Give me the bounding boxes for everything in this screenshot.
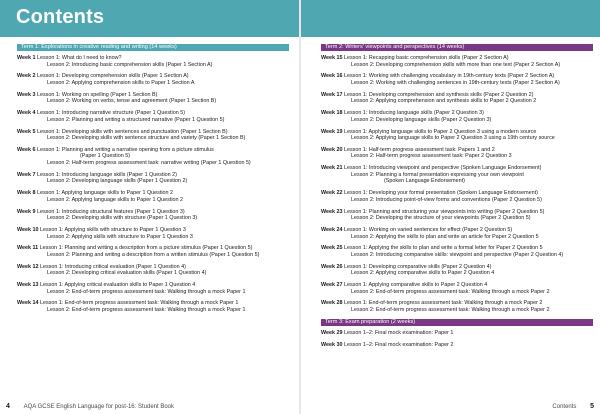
lesson-text: Lesson 2: Half-term progress assessment task: Paper 2 Question 3 (351, 153, 512, 160)
lesson-text: Lesson 1: What do I need to know? (36, 55, 122, 61)
lesson-text: Lesson 1: Applying the skills to plan and write a formal letter for Paper 2 Question 5 (343, 245, 543, 252)
week-entry (321, 330, 593, 337)
lesson-line (17, 62, 289, 69)
lesson-text: Lesson 2: End-of-term progress assessment task: Walking through a mock Paper 1 (47, 307, 246, 314)
week-label: Week 26 (321, 263, 343, 270)
lesson-text: Lesson 1: End-of-term progress assessment task: Walking through a mock Paper 1 (39, 300, 239, 307)
lesson-text: Lesson 1: Planning and writing a narrative opening from a picture stimulus (36, 146, 214, 153)
lesson-text: Lesson 1: End-of-term progress assessment task: Walking through a mock Paper 2 (343, 300, 543, 307)
lesson-line (17, 234, 289, 241)
lesson-text: Lesson 1–2: Final mock examination: Paper 1 (343, 329, 454, 336)
week-first-line (17, 129, 289, 136)
week-entry (17, 209, 289, 222)
week-first-line (17, 92, 289, 99)
lesson-text: Lesson 2: Planning and writing a description from a written stimulus (Paper 1 Question 5) (47, 251, 260, 258)
week-label: Week 7 (17, 171, 36, 178)
lesson-text: Lesson 2: Applying skills with structure to Paper 1 Question 3 (47, 233, 193, 240)
lesson-line (17, 270, 289, 277)
week-label: Week 22 (321, 190, 343, 197)
lesson-text: Lesson 2: Developing language skills (Paper 1 Question 2) (47, 178, 188, 185)
lesson-text: Lesson 2: Developing skills with structure (Paper 1 Question 3) (47, 215, 198, 222)
page-title: Contents (16, 6, 105, 28)
week-entry (17, 55, 289, 68)
week-entry (321, 245, 593, 258)
lesson-line (17, 160, 289, 167)
week-first-line (17, 227, 289, 234)
week-label: Week 27 (321, 282, 343, 289)
lesson-line (321, 135, 593, 142)
week-first-line (321, 92, 593, 99)
week-entry (321, 209, 593, 222)
week-first-line (321, 147, 593, 154)
lesson-line (321, 80, 593, 87)
term-2-heading: Term 2: Writers' viewpoints and perspectives (14 weeks) (321, 44, 593, 51)
lesson-text: Lesson 1: Applying language skills to Paper 1 Question 2 (36, 190, 174, 197)
week-label: Week 28 (321, 300, 343, 307)
lesson-line (17, 252, 289, 259)
week-label: Week 30 (321, 341, 343, 348)
week-first-line (17, 209, 289, 216)
lesson-line (17, 80, 289, 87)
week-first-line (17, 245, 289, 252)
left-page (17, 44, 289, 319)
left-page-number: 4 (6, 403, 10, 410)
lesson-line (321, 197, 593, 204)
lesson-text: Lesson 2: End-of-term progress assessment task: Walking through a mock Paper 1 (47, 288, 246, 295)
week-entry (17, 129, 289, 142)
term-1-heading: Term 1: Explorations in creative reading and writing (14 weeks) (17, 44, 289, 51)
lesson-text: Lesson 2: Working on verbs, tense and agreement (Paper 1 Section B) (47, 98, 217, 105)
lesson-line (321, 172, 593, 179)
week-label: Week 13 (17, 282, 39, 289)
week-label: Week 29 (321, 329, 343, 336)
week-entry (321, 55, 593, 68)
week-entry (321, 227, 593, 240)
week-entry (17, 264, 289, 277)
lesson-line (17, 153, 289, 160)
week-first-line (321, 165, 593, 172)
week-first-line (321, 342, 593, 349)
week-first-line (321, 245, 593, 252)
lesson-line (321, 289, 593, 296)
week-label: Week 23 (321, 208, 343, 215)
week-entry (17, 190, 289, 203)
lesson-text: Lesson 1: Planning and structuring your viewpoints into writing (Paper 2 Question 5) (343, 208, 545, 215)
week-label: Week 5 (17, 128, 36, 135)
week-label: Week 19 (321, 128, 343, 135)
week-first-line (321, 300, 593, 307)
lesson-line (321, 307, 593, 314)
week-entry (321, 147, 593, 160)
week-entry (17, 73, 289, 86)
lesson-text: Lesson 1: Planning and writing a description from a picture stimulus (Paper 1 Question 5) (39, 245, 253, 252)
lesson-text: Lesson 2: Applying language skills to Paper 2 Question 3 using a 19th century source (351, 135, 555, 142)
lesson-text: Lesson 1: Developing comprehension and synthesis skills (Paper 2 Question 2) (343, 91, 534, 98)
lesson-text: (Paper 1 Question 5) (80, 153, 131, 160)
week-entry (321, 110, 593, 123)
lesson-text: Lesson 2: Applying the skills to plan and write an article for Paper 2 Question 5 (351, 233, 539, 240)
right-week-list (321, 55, 593, 314)
lesson-text: Lesson 1: Introducing language skills (Paper 2 Question 3) (343, 110, 484, 117)
lesson-line (321, 117, 593, 124)
week-first-line (321, 209, 593, 216)
lesson-text: Lesson 1: Introducing viewpoint and perspective (Spoken Language Endorsement) (343, 165, 542, 172)
lesson-text: Lesson 2: Working with challenging sentences in 19th-century texts (Paper 2 Section A) (351, 79, 560, 86)
lesson-text: Lesson 1: Applying comparative skills to Paper 2 Question 4 (343, 282, 488, 289)
week-first-line (321, 73, 593, 80)
week-entry (321, 73, 593, 86)
lesson-text: Lesson 2: Developing critical evaluation skills (Paper 1 Question 4) (47, 270, 207, 277)
lesson-text: Lesson 1: Applying critical evaluation skills to Paper 1 Question 4 (39, 282, 196, 289)
week-entry (321, 92, 593, 105)
left-week-list (17, 55, 289, 314)
lesson-text: (Spoken Language Endorsement) (384, 178, 465, 185)
lesson-text: Lesson 2: Applying comparative skills to Paper 2 Question 4 (351, 270, 495, 277)
lesson-text: Lesson 2: End-of-term progress assessment task: Walking through a mock Paper 2 (351, 288, 550, 295)
week-label: Week 17 (321, 91, 343, 98)
lesson-line (321, 178, 593, 185)
week-first-line (321, 330, 593, 337)
lesson-line (17, 117, 289, 124)
lesson-text: Lesson 1: Half-term progress assessment task: Papers 1 and 2 (343, 146, 495, 153)
week-first-line (321, 282, 593, 289)
lesson-text: Lesson 2: Applying comprehension and synthesis skills to Paper 2 Question 2 (351, 98, 537, 105)
lesson-text: Lesson 2: Developing skills with sentence structure and variety (Paper 1 Section B) (47, 135, 246, 142)
term-3-week-list (321, 330, 593, 348)
lesson-text: Lesson 1: Developing comparative skills (Paper 2 Question 4) (343, 263, 492, 270)
lesson-text: Lesson 1–2: Final mock examination: Paper 2 (343, 341, 454, 348)
week-entry (17, 92, 289, 105)
week-entry (321, 129, 593, 142)
left-footer-text: AQA GCSE English Language for post-16: Student Book (23, 404, 175, 410)
week-label: Week 15 (321, 55, 343, 61)
week-first-line (17, 55, 289, 62)
lesson-text: Lesson 2: Planning and writing a structured narrative (Paper 1 Question 5) (47, 116, 225, 123)
week-first-line (17, 264, 289, 271)
lesson-text: Lesson 1: Developing your formal presentation (Spoken Language Endorsement) (343, 190, 538, 197)
week-entry (321, 165, 593, 185)
week-entry (321, 300, 593, 313)
week-entry (17, 172, 289, 185)
lesson-text: Lesson 1: Working on spelling (Paper 1 Section B) (36, 91, 158, 98)
right-footer-text: Contents (552, 404, 577, 410)
week-label: Week 12 (17, 263, 39, 270)
lesson-text: Lesson 1: Developing comprehension skills (Paper 1 Section A) (36, 73, 189, 80)
lesson-text: Lesson 2: Half-term progress assessment task: narrative writing (Paper 1 Question 5) (47, 160, 251, 167)
week-entry (321, 264, 593, 277)
term-3-heading: Term 3: Exam preparation (2 weeks) (321, 319, 593, 326)
lesson-text: Lesson 2: Introducing point-of-view forms and conventions (Paper 2 Question 5) (351, 196, 542, 203)
lesson-text: Lesson 2: End-of-term progress assessment task: Walking through a mock Paper 2 (351, 307, 550, 314)
week-label: Week 9 (17, 208, 36, 215)
lesson-text: Lesson 1: Working with challenging vocabulary in 19th-century texts (Paper 2 Section A) (343, 73, 555, 80)
week-first-line (321, 129, 593, 136)
lesson-text: Lesson 1: Introducing critical evaluation (Paper 1 Question 4) (39, 263, 186, 270)
lesson-line (321, 270, 593, 277)
week-first-line (321, 110, 593, 117)
lesson-text: Lesson 1: Introducing language skills (Paper 1 Question 2) (36, 171, 177, 178)
lesson-line (17, 135, 289, 142)
week-entry (17, 227, 289, 240)
week-first-line (17, 73, 289, 80)
lesson-line (321, 234, 593, 241)
week-entry (321, 342, 593, 349)
lesson-text: Lesson 2: Developing comprehension skills with more than one text (Paper 2 Section A) (351, 61, 561, 68)
lesson-line (17, 197, 289, 204)
lesson-text: Lesson 1: Introducing narrative structure (Paper 1 Question 5) (36, 110, 186, 117)
week-first-line (17, 190, 289, 197)
week-entry (321, 190, 593, 203)
right-page-number: 5 (590, 403, 594, 410)
lesson-text: Lesson 2: Introducing comparative skills: viewpoint and perspective (Paper 2 Question 4) (351, 251, 564, 258)
right-footer (552, 403, 594, 410)
lesson-line (321, 62, 593, 69)
lesson-text: Lesson 1: Working on varied sentences for effect (Paper 2 Question 5) (343, 226, 513, 233)
lesson-text: Lesson 2: Developing language skills (Paper 2 Question 3) (351, 116, 492, 123)
week-first-line (321, 190, 593, 197)
week-label: Week 3 (17, 91, 36, 98)
lesson-text: Lesson 2: Planning a formal presentation expressing your own viewpoint (351, 171, 524, 178)
week-first-line (17, 172, 289, 179)
week-label: Week 10 (17, 226, 39, 233)
week-label: Week 6 (17, 146, 36, 153)
lesson-text: Lesson 1: Applying skills with structure to Paper 1 Question 3 (39, 226, 186, 233)
week-first-line (17, 147, 289, 154)
week-first-line (17, 110, 289, 117)
lesson-text: Lesson 2: Applying language skills to Paper 1 Question 2 (47, 196, 184, 203)
week-label: Week 24 (321, 226, 343, 233)
lesson-line (17, 215, 289, 222)
week-first-line (321, 227, 593, 234)
week-first-line (321, 55, 593, 62)
lesson-text: Lesson 2: Developing the structure of your viewpoints (Paper 2 Question 5) (351, 215, 531, 222)
week-label: Week 8 (17, 190, 36, 197)
lesson-text: Lesson 2: Applying comprehension skills to Paper 1 Section A (47, 79, 195, 86)
week-label: Week 14 (17, 300, 39, 307)
week-label: Week 2 (17, 73, 36, 80)
week-label: Week 16 (321, 73, 343, 80)
lesson-line (17, 98, 289, 105)
lesson-line (321, 215, 593, 222)
lesson-text: Lesson 1: Introducing structural features (Paper 1 Question 3) (36, 208, 185, 215)
lesson-text: Lesson 1: Developing skills with sentences and punctuation (Paper 1 Section B) (36, 128, 228, 135)
lesson-line (321, 153, 593, 160)
week-label: Week 1 (17, 55, 36, 61)
book-spine (299, 0, 301, 414)
week-label: Week 20 (321, 146, 343, 153)
lesson-text: Lesson 2: Introducing basic comprehension skills (Paper 1 Section A) (47, 61, 213, 68)
week-first-line (17, 300, 289, 307)
week-label: Week 18 (321, 110, 343, 117)
lesson-line (17, 307, 289, 314)
left-footer (6, 403, 174, 410)
lesson-line (321, 252, 593, 259)
week-label: Week 21 (321, 165, 343, 172)
right-page (321, 44, 593, 353)
week-label: Week 11 (17, 245, 39, 252)
week-entry (17, 282, 289, 295)
week-label: Week 4 (17, 110, 36, 117)
week-entry (17, 147, 289, 167)
lesson-line (17, 178, 289, 185)
week-first-line (321, 264, 593, 271)
lesson-text: Lesson 1: Applying language skills to Paper 2 Question 3 using a modern source (343, 128, 537, 135)
lesson-text: Lesson 1: Recapping basic comprehension skills (Paper 2 Section A) (343, 55, 509, 61)
week-first-line (17, 282, 289, 289)
week-entry (17, 300, 289, 313)
week-entry (17, 245, 289, 258)
week-entry (17, 110, 289, 123)
week-label: Week 25 (321, 245, 343, 252)
lesson-line (321, 98, 593, 105)
lesson-line (17, 289, 289, 296)
week-entry (321, 282, 593, 295)
